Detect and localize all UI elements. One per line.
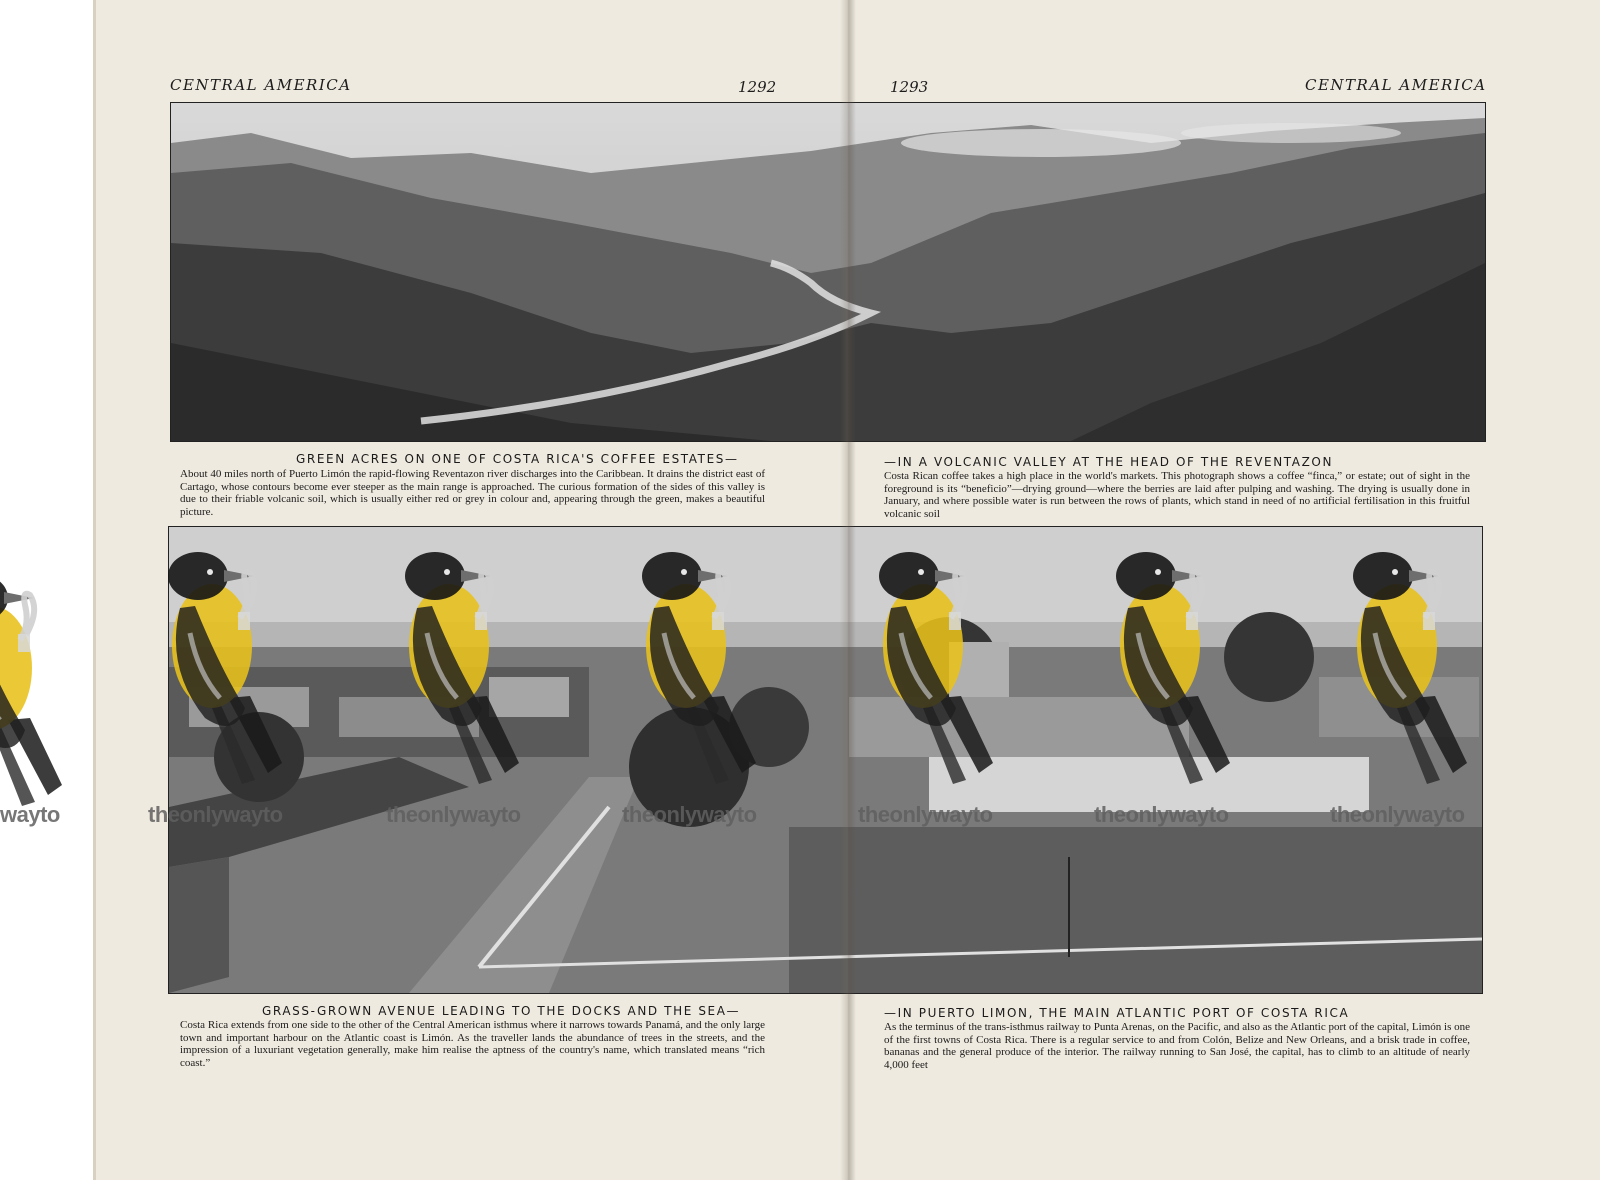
bird-watermark-icon (624, 548, 774, 788)
bird-watermark-icon (861, 548, 1011, 788)
left-running-head: CENTRAL AMERICA (170, 76, 352, 94)
bird-watermark-icon (150, 548, 300, 788)
valley-photo-art (171, 103, 1485, 441)
bottom-right-caption-title: —IN PUERTO LIMON, THE MAIN ATLANTIC PORT OF COSTA RICA (884, 1006, 1350, 1020)
watermark-text: theonlywayto (386, 802, 521, 827)
top-left-caption-title: GREEN ACRES ON ONE OF COSTA RICA'S COFFEE ESTATES— (296, 452, 739, 466)
top-right-caption-title: —IN A VOLCANIC VALLEY AT THE HEAD OF THE REVENTAZON (884, 455, 1334, 469)
valley-photograph (170, 102, 1486, 442)
bottom-left-caption-body: Costa Rica extends from one side to the other of the Central American isthmus where it narrows towards Panamá, and the only large town and important harbour on the Atlantic coast is Limón. As the traveller lands the abundance of trees in the streets, and the impression of a luxuriant vegetation generally, make him realise the aptness of the country's name, which translated means “rich coast.” (180, 1019, 765, 1069)
right-page-number: 1293 (890, 78, 929, 96)
bird-watermark-icon (1335, 548, 1485, 788)
book-spine-fold (840, 0, 856, 1180)
watermark-text: theonlywayto (1094, 802, 1229, 827)
top-right-caption-body: Costa Rican coffee takes a high place in the world's markets. This photograph shows a coffee “finca,” or estate; out of sight in the foreground is its “beneficio”—drying ground—where the berries are laid after pulping and washing. The drying is usually done in January, and where possible water is run between the rows of plants, which stand in need of no artificial fertilisation in this fruitful volcanic soil (884, 470, 1470, 520)
top-left-caption-body: About 40 miles north of Puerto Limón the rapid-flowing Reventazon river discharges into the Caribbean. It drains the district east of Cartago, whose contours become ever steeper as the main range is approached. The curious formation of the sides of this valley is due to their friable volcanic soil, which is usually either red or grey in colour and, appearing through the green, makes a beautiful picture. (180, 468, 765, 518)
left-page-number: 1292 (738, 78, 777, 96)
watermark-text: theonlywayto (1330, 802, 1465, 827)
bottom-right-caption-body: As the terminus of the trans-isthmus railway to Punta Arenas, on the Pacific, and also as the Atlantic port of the capital, Limón is one of the first towns of Costa Rica. There is a regular service to and from Colón, Belize and New Orleans, and a brisk trade in coffee, bananas and the general produce of the interior. The railway running to San José, the capital, has to climb to an altitude of nearly 4,000 feet (884, 1021, 1470, 1071)
bird-watermark-icon (1098, 548, 1248, 788)
watermark-text: theonlywayto (622, 802, 757, 827)
bottom-left-caption-title: GRASS-GROWN AVENUE LEADING TO THE DOCKS AND THE SEA— (262, 1004, 741, 1018)
watermark-text-partial: wayto (0, 802, 60, 827)
town-photo-art (169, 527, 1482, 993)
town-photograph (168, 526, 1483, 994)
right-running-head: CENTRAL AMERICA (1305, 76, 1487, 94)
watermark-text: theonlywayto (858, 802, 993, 827)
watermark-text: theonlywayto (148, 802, 283, 827)
bird-watermark-icon (0, 570, 80, 810)
paper-edge (93, 0, 96, 1180)
bird-watermark-icon (387, 548, 537, 788)
